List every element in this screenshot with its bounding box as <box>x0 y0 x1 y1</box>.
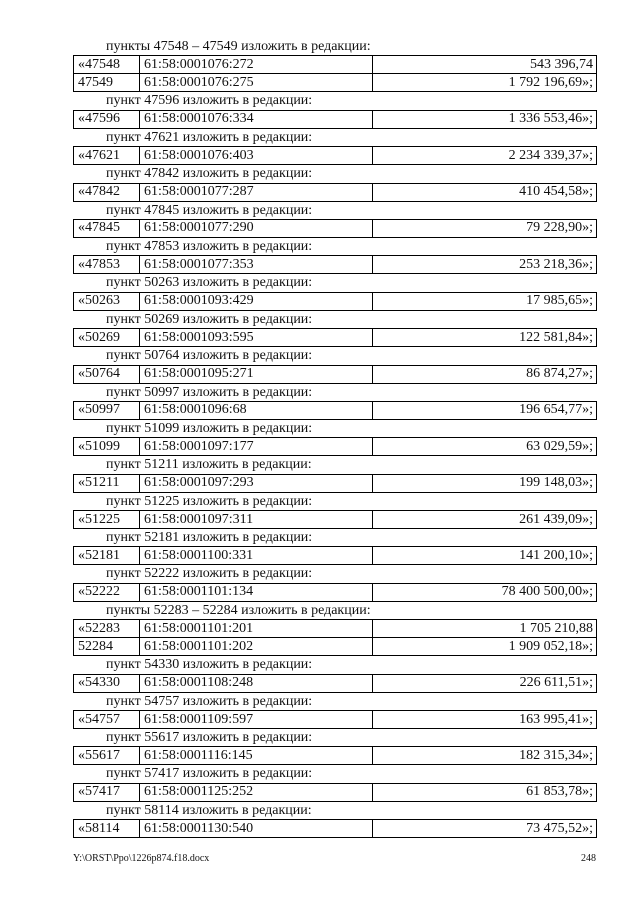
cadastral-value-cell: 199 148,03»; <box>373 474 597 492</box>
amendment-table <box>73 292 597 311</box>
cadastral-value-cell: 17 985,65»; <box>373 292 597 310</box>
item-number-cell: «47853 <box>74 256 140 274</box>
cadastral-number-cell: 61:58:0001116:145 <box>140 747 373 765</box>
table-row <box>74 638 597 656</box>
cadastral-value-cell: 61 853,78»; <box>373 783 597 801</box>
item-number-cell: «47548 <box>74 56 140 74</box>
cadastral-value-cell: 141 200,10»; <box>373 547 597 565</box>
table-row <box>74 219 597 237</box>
table-row <box>74 401 597 419</box>
cadastral-value-cell: 1 909 052,18»; <box>373 638 597 656</box>
item-number-cell: «58114 <box>74 820 140 838</box>
cadastral-value-cell: 261 439,09»; <box>373 511 597 529</box>
cadastral-value-cell: 1 705 210,88 <box>373 620 597 638</box>
amendment-table <box>73 401 597 420</box>
cadastral-number-cell: 61:58:0001077:287 <box>140 183 373 201</box>
cadastral-number-cell: 61:58:0001100:331 <box>140 547 373 565</box>
item-number-cell: «52222 <box>74 583 140 601</box>
amendment-table <box>73 255 597 274</box>
amendment-table <box>73 55 597 92</box>
cadastral-number-cell: 61:58:0001097:311 <box>140 511 373 529</box>
amendment-heading: пункт 52181 изложить в редакции: <box>106 530 313 546</box>
table-row <box>74 147 597 165</box>
table-row <box>74 547 597 565</box>
amendment-heading: пункт 47596 изложить в редакции: <box>106 93 313 109</box>
amendment-heading: пункт 58114 изложить в редакции: <box>106 802 312 818</box>
amendment-table <box>73 219 597 238</box>
table-row <box>74 56 597 74</box>
cadastral-number-cell: 61:58:0001101:134 <box>140 583 373 601</box>
amendment-table <box>73 365 597 384</box>
table-row <box>74 620 597 638</box>
footer-page-number: 248 <box>581 853 596 864</box>
item-number-cell: «55617 <box>74 747 140 765</box>
item-number-cell: «51211 <box>74 474 140 492</box>
cadastral-value-cell: 410 454,58»; <box>373 183 597 201</box>
item-number-cell: «54757 <box>74 711 140 729</box>
cadastral-number-cell: 61:58:0001093:595 <box>140 329 373 347</box>
table-row <box>74 474 597 492</box>
cadastral-number-cell: 61:58:0001096:68 <box>140 401 373 419</box>
item-number-cell: «54330 <box>74 674 140 692</box>
amendment-table <box>73 328 597 347</box>
amendment-table <box>73 474 597 493</box>
amendment-heading: пункт 54330 изложить в редакции: <box>106 657 313 673</box>
amendment-table <box>73 674 597 693</box>
item-number-cell: 52284 <box>74 638 140 656</box>
cadastral-number-cell: 61:58:0001108:248 <box>140 674 373 692</box>
table-row <box>74 292 597 310</box>
amendment-table <box>73 710 597 729</box>
amendment-heading: пункт 52222 изложить в редакции: <box>106 566 313 582</box>
item-number-cell: «52181 <box>74 547 140 565</box>
amendment-heading: пункт 54757 изложить в редакции: <box>106 693 313 709</box>
amendment-table <box>73 819 597 838</box>
amendment-heading: пункты 47548 – 47549 изложить в редакции: <box>106 39 371 54</box>
amendment-list <box>73 38 597 838</box>
table-row <box>74 747 597 765</box>
amendment-table <box>73 146 597 165</box>
amendment-heading: пункт 50269 изложить в редакции: <box>106 311 313 327</box>
cadastral-value-cell: 182 315,34»; <box>373 747 597 765</box>
item-number-cell: «57417 <box>74 783 140 801</box>
cadastral-value-cell: 86 874,27»; <box>373 365 597 383</box>
cadastral-value-cell: 163 995,41»; <box>373 711 597 729</box>
amendment-heading: пункт 47842 изложить в редакции: <box>106 166 313 182</box>
amendment-heading: пункт 47621 изложить в редакции: <box>106 129 313 145</box>
item-number-cell: «50764 <box>74 365 140 383</box>
cadastral-value-cell: 196 654,77»; <box>373 401 597 419</box>
cadastral-number-cell: 61:58:0001093:429 <box>140 292 373 310</box>
item-number-cell: «47845 <box>74 219 140 237</box>
amendment-table <box>73 619 597 656</box>
cadastral-number-cell: 61:58:0001130:540 <box>140 820 373 838</box>
cadastral-value-cell: 78 400 500,00»; <box>373 583 597 601</box>
cadastral-number-cell: 61:58:0001109:597 <box>140 711 373 729</box>
table-row <box>74 110 597 128</box>
cadastral-number-cell: 61:58:0001076:272 <box>140 56 373 74</box>
cadastral-value-cell: 73 475,52»; <box>373 820 597 838</box>
amendment-table <box>73 437 597 456</box>
cadastral-value-cell: 543 396,74 <box>373 56 597 74</box>
item-number-cell: «50997 <box>74 401 140 419</box>
amendment-table <box>73 546 597 565</box>
cadastral-number-cell: 61:58:0001097:177 <box>140 438 373 456</box>
cadastral-value-cell: 122 581,84»; <box>373 329 597 347</box>
item-number-cell: «47621 <box>74 147 140 165</box>
cadastral-number-cell: 61:58:0001125:252 <box>140 783 373 801</box>
cadastral-number-cell: 61:58:0001076:334 <box>140 110 373 128</box>
table-row <box>74 183 597 201</box>
cadastral-number-cell: 61:58:0001076:403 <box>140 147 373 165</box>
cadastral-value-cell: 2 234 339,37»; <box>373 147 597 165</box>
cadastral-number-cell: 61:58:0001077:290 <box>140 219 373 237</box>
table-row <box>74 674 597 692</box>
amendment-heading: пункт 47853 изложить в редакции: <box>106 238 313 254</box>
amendment-heading: пункт 55617 изложить в редакции: <box>106 730 313 746</box>
table-row <box>74 583 597 601</box>
amendment-heading: пункт 50263 изложить в редакции: <box>106 275 313 291</box>
amendment-heading: пункты 52283 – 52284 изложить в редакции: <box>106 602 371 618</box>
amendment-table <box>73 583 597 602</box>
table-row <box>74 511 597 529</box>
cadastral-number-cell: 61:58:0001097:293 <box>140 474 373 492</box>
table-row <box>74 820 597 838</box>
amendment-heading: пункт 51211 изложить в редакции: <box>106 457 312 473</box>
amendment-table <box>73 746 597 765</box>
item-number-cell: «50263 <box>74 292 140 310</box>
item-number-cell: «47842 <box>74 183 140 201</box>
cadastral-value-cell: 226 611,51»; <box>373 674 597 692</box>
table-row <box>74 438 597 456</box>
item-number-cell: «51225 <box>74 511 140 529</box>
table-row <box>74 365 597 383</box>
amendment-heading: пункт 57417 изложить в редакции: <box>106 766 313 782</box>
cadastral-number-cell: 61:58:0001101:202 <box>140 638 373 656</box>
item-number-cell: 47549 <box>74 74 140 92</box>
table-row <box>74 783 597 801</box>
item-number-cell: «50269 <box>74 329 140 347</box>
cadastral-number-cell: 61:58:0001077:353 <box>140 256 373 274</box>
cadastral-value-cell: 253 218,36»; <box>373 256 597 274</box>
table-row <box>74 256 597 274</box>
item-number-cell: «52283 <box>74 620 140 638</box>
item-number-cell: «51099 <box>74 438 140 456</box>
cadastral-number-cell: 61:58:0001076:275 <box>140 74 373 92</box>
amendment-heading: пункт 47845 изложить в редакции: <box>106 202 313 218</box>
amendment-heading: пункт 51099 изложить в редакции: <box>106 420 313 436</box>
cadastral-value-cell: 63 029,59»; <box>373 438 597 456</box>
amendment-table <box>73 510 597 529</box>
amendment-heading: пункт 51225 изложить в редакции: <box>106 493 313 509</box>
table-row <box>74 329 597 347</box>
table-row <box>74 74 597 92</box>
item-number-cell: «47596 <box>74 110 140 128</box>
cadastral-number-cell: 61:58:0001095:271 <box>140 365 373 383</box>
amendment-heading: пункт 50764 изложить в редакции: <box>106 348 313 364</box>
amendment-heading: пункт 50997 изложить в редакции: <box>106 384 313 400</box>
cadastral-value-cell: 1 792 196,69»; <box>373 74 597 92</box>
cadastral-number-cell: 61:58:0001101:201 <box>140 620 373 638</box>
table-row <box>74 711 597 729</box>
cadastral-value-cell: 1 336 553,46»; <box>373 110 597 128</box>
cadastral-value-cell: 79 228,90»; <box>373 219 597 237</box>
amendment-table <box>73 183 597 202</box>
amendment-table <box>73 110 597 129</box>
amendment-table <box>73 783 597 802</box>
footer-file-path: Y:\ORST\Ppo\1226p874.f18.docx <box>73 853 210 864</box>
